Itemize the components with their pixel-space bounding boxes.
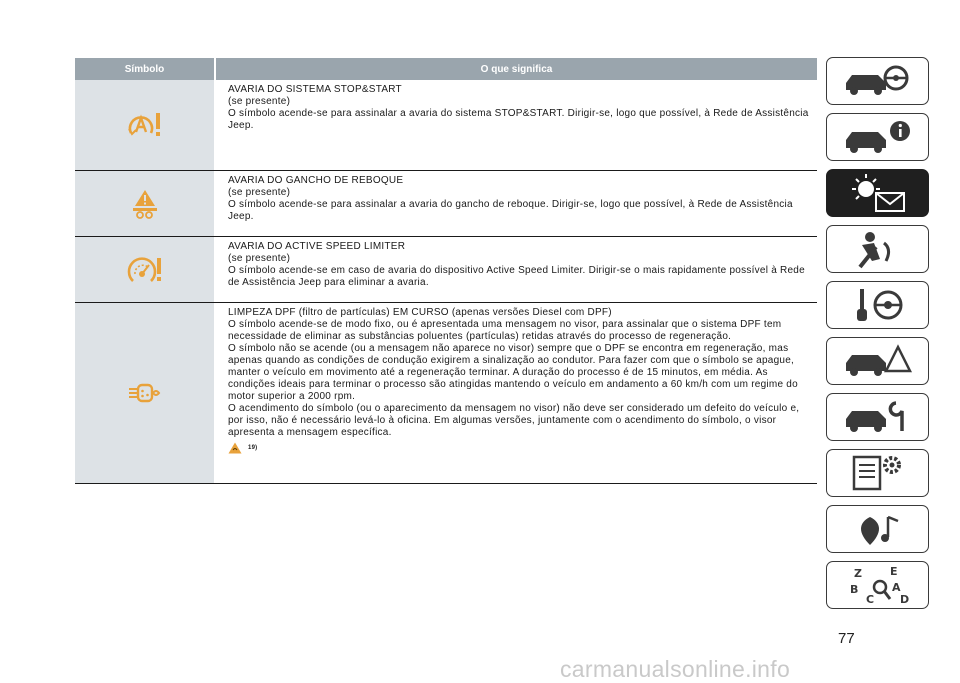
row-title: LIMPEZA DPF (filtro de partículas) EM CURSO (apenas versões Diesel com DPF): [228, 307, 612, 318]
car-info-icon: [840, 118, 916, 156]
active-speed-limiter-fault-icon: [125, 254, 165, 286]
table-row: [75, 80, 817, 171]
row-title: AVARIA DO ACTIVE SPEED LIMITER: [228, 241, 406, 252]
warning-light-message-icon: [840, 173, 916, 213]
multimedia-music-icon: [840, 509, 916, 549]
tab-starting-driving[interactable]: [826, 281, 929, 329]
svg-text:E: E: [889, 565, 898, 578]
warning-reference: 19): [248, 445, 258, 451]
row-description: O símbolo acende-se de modo fixo, ou é apresentada uma mensagem no visor, para assinalar que o sistema DPF tem necessidade de eliminar as substâncias poluentes (partículas) retidas através do processo de regeneração.: [228, 319, 782, 342]
meaning-cell: [216, 303, 817, 483]
technical-data-gear-icon: [840, 453, 916, 493]
table-header: [75, 58, 817, 80]
tab-in-an-emergency[interactable]: [826, 337, 929, 385]
row-subtitle: (se presente): [228, 187, 291, 198]
symbol-meaning-table: [75, 58, 817, 484]
svg-text:A: A: [891, 581, 901, 594]
dpf-cleaning-icon: [128, 382, 162, 404]
row-title: AVARIA DO GANCHO DE REBOQUE: [228, 175, 404, 186]
meaning-cell: [216, 171, 817, 236]
tab-warning-lights-messages[interactable]: [826, 169, 929, 217]
tab-servicing-care[interactable]: [826, 393, 929, 441]
tab-technical-data[interactable]: [826, 449, 929, 497]
symbol-cell: [75, 171, 214, 236]
stop-start-fault-icon: [125, 111, 165, 139]
row-title: AVARIA DO SISTEMA STOP&START: [228, 84, 402, 95]
towing-hook-fault-icon: [132, 189, 158, 219]
row-subtitle: (se presente): [228, 253, 291, 264]
svg-text:C: C: [865, 593, 874, 606]
warning-hand-icon: [228, 442, 242, 454]
row-description: O acendimento do símbolo (ou o aparecimento da mensagem no visor) não deve ser considerado um defeito do veículo e, por isso, não é necessário levá-lo à oficina. Em algumas versões, juntamente com o acendimento do símbolo, o visor apresenta a mensagem específica.: [228, 403, 800, 438]
tab-knowing-the-car[interactable]: [826, 113, 929, 161]
car-steering-wheel-icon: [840, 62, 916, 100]
watermark: carmanualsonline.info: [560, 656, 791, 682]
airbag-seatbelt-icon: [840, 229, 916, 269]
meaning-cell: [216, 237, 817, 302]
chapter-navigation: [826, 57, 929, 617]
tab-safety[interactable]: [826, 225, 929, 273]
row-description: O símbolo acende-se para assinalar a avaria do sistema STOP&START. Dirigir-se, logo que possível, à Rede de Assistência Jeep.: [228, 108, 809, 131]
warning-note: [228, 442, 817, 454]
svg-text:B: B: [849, 583, 858, 596]
car-warning-triangle-icon: [840, 341, 916, 381]
row-description: O símbolo acende-se para assinalar a avaria do gancho de reboque. Dirigir-se, logo que possível, à Rede de Assistência Jeep.: [228, 199, 793, 222]
table-row: [75, 171, 817, 237]
meaning-column-header: O que significa: [216, 58, 817, 80]
row-description: O símbolo acende-se em caso de avaria do dispositivo Active Speed Limiter. Dirigir-se o mais rapidamente possível à Rede de Assistência Jeep para eliminar a avaria.: [228, 265, 805, 288]
symbol-column-header: Símbolo: [75, 58, 214, 80]
page-number: 77: [838, 630, 855, 647]
symbol-cell: [75, 80, 214, 170]
svg-text:D: D: [899, 593, 909, 606]
car-wrench-icon: [840, 397, 916, 437]
symbol-cell: [75, 303, 214, 483]
row-subtitle: (se presente): [228, 96, 291, 107]
key-steering-wheel-icon: [840, 285, 916, 325]
table-row: [75, 303, 817, 484]
tab-multimedia[interactable]: [826, 505, 929, 553]
tab-getting-to-know-car[interactable]: [826, 57, 929, 105]
table-row: [75, 237, 817, 303]
svg-text:Z: Z: [853, 567, 862, 580]
tab-index[interactable]: [826, 561, 929, 609]
row-description: O símbolo não se acende (ou a mensagem não aparece no visor) sempre que o DPF se encontra em regeneração, mas apenas quando as condições de condução exigirem a sinalização ao condutor. Para fazer com que o símbolo se apague, manter o veículo em movimento até a regeneração terminar. A duração do processo é de 15 minutos, em média. As condições ideais para terminar o processo são atingidas mantendo o veículo em andamento a 60 km/h com um regime do motor superior a 2000 rpm.: [228, 343, 798, 402]
symbol-cell: [75, 237, 214, 302]
alphabetical-index-icon: [840, 563, 916, 607]
meaning-cell: [216, 80, 817, 170]
